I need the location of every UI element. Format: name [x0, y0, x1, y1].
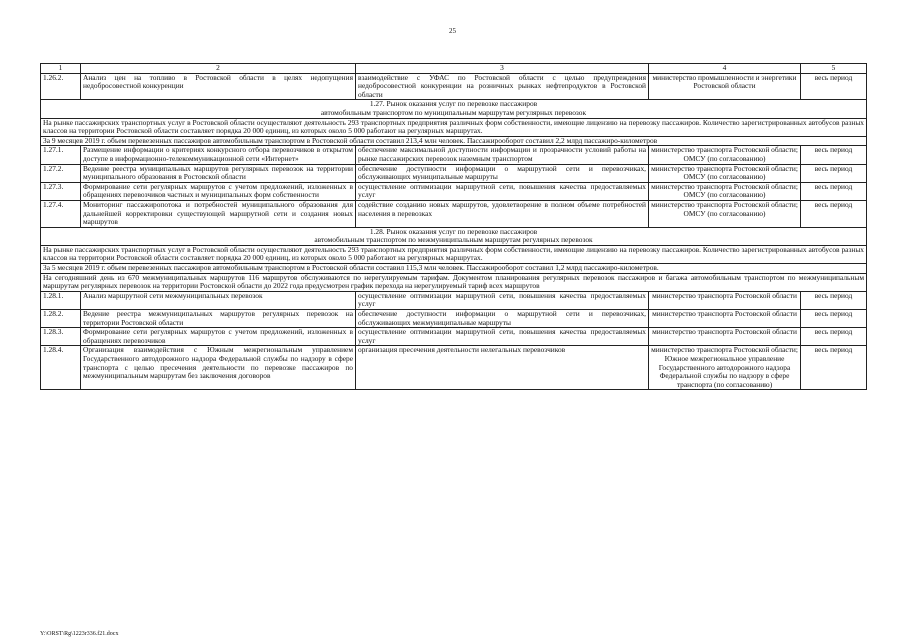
responsible-executor: министерство транспорта Ростовской области: [649, 291, 801, 309]
measure-description: Анализ маршрутной сети межмуниципальных перевозок: [81, 291, 356, 309]
measure-row: [41, 291, 867, 309]
measure-number: 1.28.2.: [41, 310, 81, 328]
implementation-period: весь период: [801, 73, 867, 100]
market-description-row: [41, 136, 867, 146]
measures-table: [40, 63, 867, 390]
section-heading: [41, 100, 867, 118]
market-description-row: [41, 273, 867, 291]
expected-result: содействие созданию новых маршрутов, удовлетворение в полном объеме потребностей населения в перевозках: [356, 200, 649, 227]
implementation-period: весь период: [801, 291, 867, 309]
implementation-period: весь период: [801, 328, 867, 346]
measure-row: [41, 146, 867, 164]
market-description: На рынке пассажирских транспортных услуг в Ростовской области осуществляют деятельность 293 транспортных предприятия различных форм собственности, имеющие лицензию на перевозку пассажиров. Количество зарегистрированных автобусов разных классов на территории Ростовской области составляет порядка 20 000 единиц, из которых около 5 000 работают на регулярных маршрутах.: [41, 245, 867, 263]
measure-description: Ведение реестра муниципальных маршрутов регулярных перевозок на территории муниципального образования в Ростовской области: [81, 164, 356, 182]
market-description: На сегодняшний день из 670 межмуниципальных маршрутов 116 маршрутов обслуживаются по нерегулируемым тарифам. Документом планирования регулярных перевозок пассажиров и багажа автомобильным транспортом по межмуниципальным маршрутам регулярных перевозок на территории Ростовской области до 2022 года предусмотрен график перехода на нерегулируемый тариф всех маршрутов: [41, 273, 867, 291]
expected-result: взаимодействие с УФАС по Ростовской области с целью предупреждения недобросовестной конкуренции на розничных рынках нефтепродуктов в Ростовской области: [356, 73, 649, 100]
measure-description: Размещение информации о критериях конкурсного отбора перевозчиков в открытом доступе в информационно-телекоммуникационной сети «Интернет»: [81, 146, 356, 164]
responsible-executor: министерство транспорта Ростовской области; ОМСУ (по согласованию): [649, 182, 801, 200]
column-number: 1: [41, 64, 81, 74]
measure-row: [41, 200, 867, 227]
section-subtitle: автомобильным транспортом по межмуниципальным маршрутам регулярных перевозок: [314, 235, 593, 245]
measure-number: 1.28.3.: [41, 328, 81, 346]
section-title: 1.28. Рынок оказания услуг по перевозке пассажиров: [369, 227, 538, 236]
responsible-executor: министерство транспорта Ростовской области; Южное межрегиональное управление Государственного автодорожного надзора Федеральной службы по надзору в сфере транспорта (по согласованию): [649, 346, 801, 390]
measure-number: 1.28.1.: [41, 291, 81, 309]
market-description: За 5 месяцев 2019 г. объем перевезенных пассажиров автомобильным транспортом в Ростовской области составил 115,3 млн человек. Пассажирооборот составил 1,2 млрд пассажиро-километров.: [41, 264, 867, 274]
column-number: 5: [801, 64, 867, 74]
measures-table-body: [41, 64, 867, 390]
page-number: 25: [449, 27, 456, 35]
measure-row: [41, 164, 867, 182]
expected-result: осуществление оптимизации маршрутной сети, повышения качества предоставляемых услуг: [356, 291, 649, 309]
expected-result: обеспечение доступности информации о маршрутной сети и перевозчиках, обслуживающих межмуниципальные маршруты: [356, 310, 649, 328]
measure-row: [41, 346, 867, 390]
measure-row: [41, 182, 867, 200]
measure-number: 1.28.4.: [41, 346, 81, 390]
market-description-row: [41, 264, 867, 274]
measure-description: Организация взаимодействия с Южным межрегиональным управлением Государственного автодорожного надзора Федеральной службы по надзору в сфере транспорта с целью пресечения деятельности по перевозке пассажиров по межмуниципальным маршрутам без заключения договоров: [81, 346, 356, 390]
measure-row: [41, 73, 867, 100]
implementation-period: весь период: [801, 200, 867, 227]
measure-description: Формирование сети регулярных маршрутов с учетом предложений, изложенных в обращениях перевозчиков частных и муниципальных форм собственности: [81, 182, 356, 200]
expected-result: осуществление оптимизации маршрутной сети, повышения качества предоставляемых услуг: [356, 328, 649, 346]
market-description-row: [41, 245, 867, 263]
measure-number: 1.27.4.: [41, 200, 81, 227]
measure-number: 1.26.2.: [41, 73, 81, 100]
measure-row: [41, 310, 867, 328]
responsible-executor: министерство транспорта Ростовской области; ОМСУ (по согласованию): [649, 146, 801, 164]
section-subtitle: автомобильным транспортом по муниципальным маршрутам регулярных перевозок: [320, 107, 587, 117]
implementation-period: весь период: [801, 310, 867, 328]
responsible-executor: министерство транспорта Ростовской области: [649, 328, 801, 346]
measure-number: 1.27.2.: [41, 164, 81, 182]
responsible-executor: министерство транспорта Ростовской области: [649, 310, 801, 328]
column-number-row: [41, 64, 867, 74]
implementation-period: весь период: [801, 346, 867, 390]
responsible-executor: министерство транспорта Ростовской области; ОМСУ (по согласованию): [649, 200, 801, 227]
expected-result: обеспечение максимальной доступности информации и прозрачности условий работы на рынке пассажирских перевозок наземным транспортом: [356, 146, 649, 164]
expected-result: осуществление оптимизации маршрутной сети, повышения качества предоставляемых услуг: [356, 182, 649, 200]
measure-row: [41, 328, 867, 346]
measure-description: Ведение реестра межмуниципальных маршрутов регулярных перевозок на территории Ростовской области: [81, 310, 356, 328]
measure-number: 1.27.3.: [41, 182, 81, 200]
column-number: 2: [81, 64, 356, 74]
section-heading-row: [41, 100, 867, 118]
column-number: 3: [356, 64, 649, 74]
responsible-executor: министерство транспорта Ростовской области; ОМСУ (по согласованию): [649, 164, 801, 182]
measure-number: 1.27.1.: [41, 146, 81, 164]
measure-description: Формирование сети регулярных маршрутов с учетом предложений, изложенных в обращениях перевозчиков: [81, 328, 356, 346]
implementation-period: весь период: [801, 182, 867, 200]
section-heading-row: [41, 227, 867, 245]
measure-description: Анализ цен на топливо в Ростовской области в целях недопущения недобросовестной конкуренции: [81, 73, 356, 100]
responsible-executor: министерство промышленности и энергетики Ростовской области: [649, 73, 801, 100]
expected-result: обеспечение доступности информации о маршрутной сети и перевозчиках, обслуживающих муниципальные маршруты: [356, 164, 649, 182]
section-title: 1.27. Рынок оказания услуг по перевозке пассажиров: [369, 99, 538, 109]
market-description-row: [41, 118, 867, 136]
market-description: На рынке пассажирских транспортных услуг в Ростовской области осуществляют деятельность 293 транспортных предприятия различных форм собственности, имеющие лицензию на перевозку пассажиров. Количество зарегистрированных автобусов разных классов на территории Ростовской области составляет порядка 20 000 единиц, из которых около 5 000 работают на регулярных маршрутах.: [41, 118, 867, 136]
implementation-period: весь период: [801, 146, 867, 164]
market-description: За 9 месяцев 2019 г. объем перевезенных пассажиров автомобильным транспортом в Ростовской области составил 213,4 млн человек. Пассажирооборот составил 2,2 млрд пассажиро-километров: [41, 136, 867, 146]
implementation-period: весь период: [801, 164, 867, 182]
column-number: 4: [649, 64, 801, 74]
section-heading: [41, 227, 867, 245]
measure-description: Мониторинг пассажиропотока и потребностей муниципального образования для дальнейшей корректировки существующей маршрутной сети и создания новых маршрутов: [81, 200, 356, 227]
file-path-footer: Y:\ORST\Rg\1223r336.f21.docx: [40, 631, 119, 637]
expected-result: организация пресечения деятельности нелегальных перевозчиков: [356, 346, 649, 390]
